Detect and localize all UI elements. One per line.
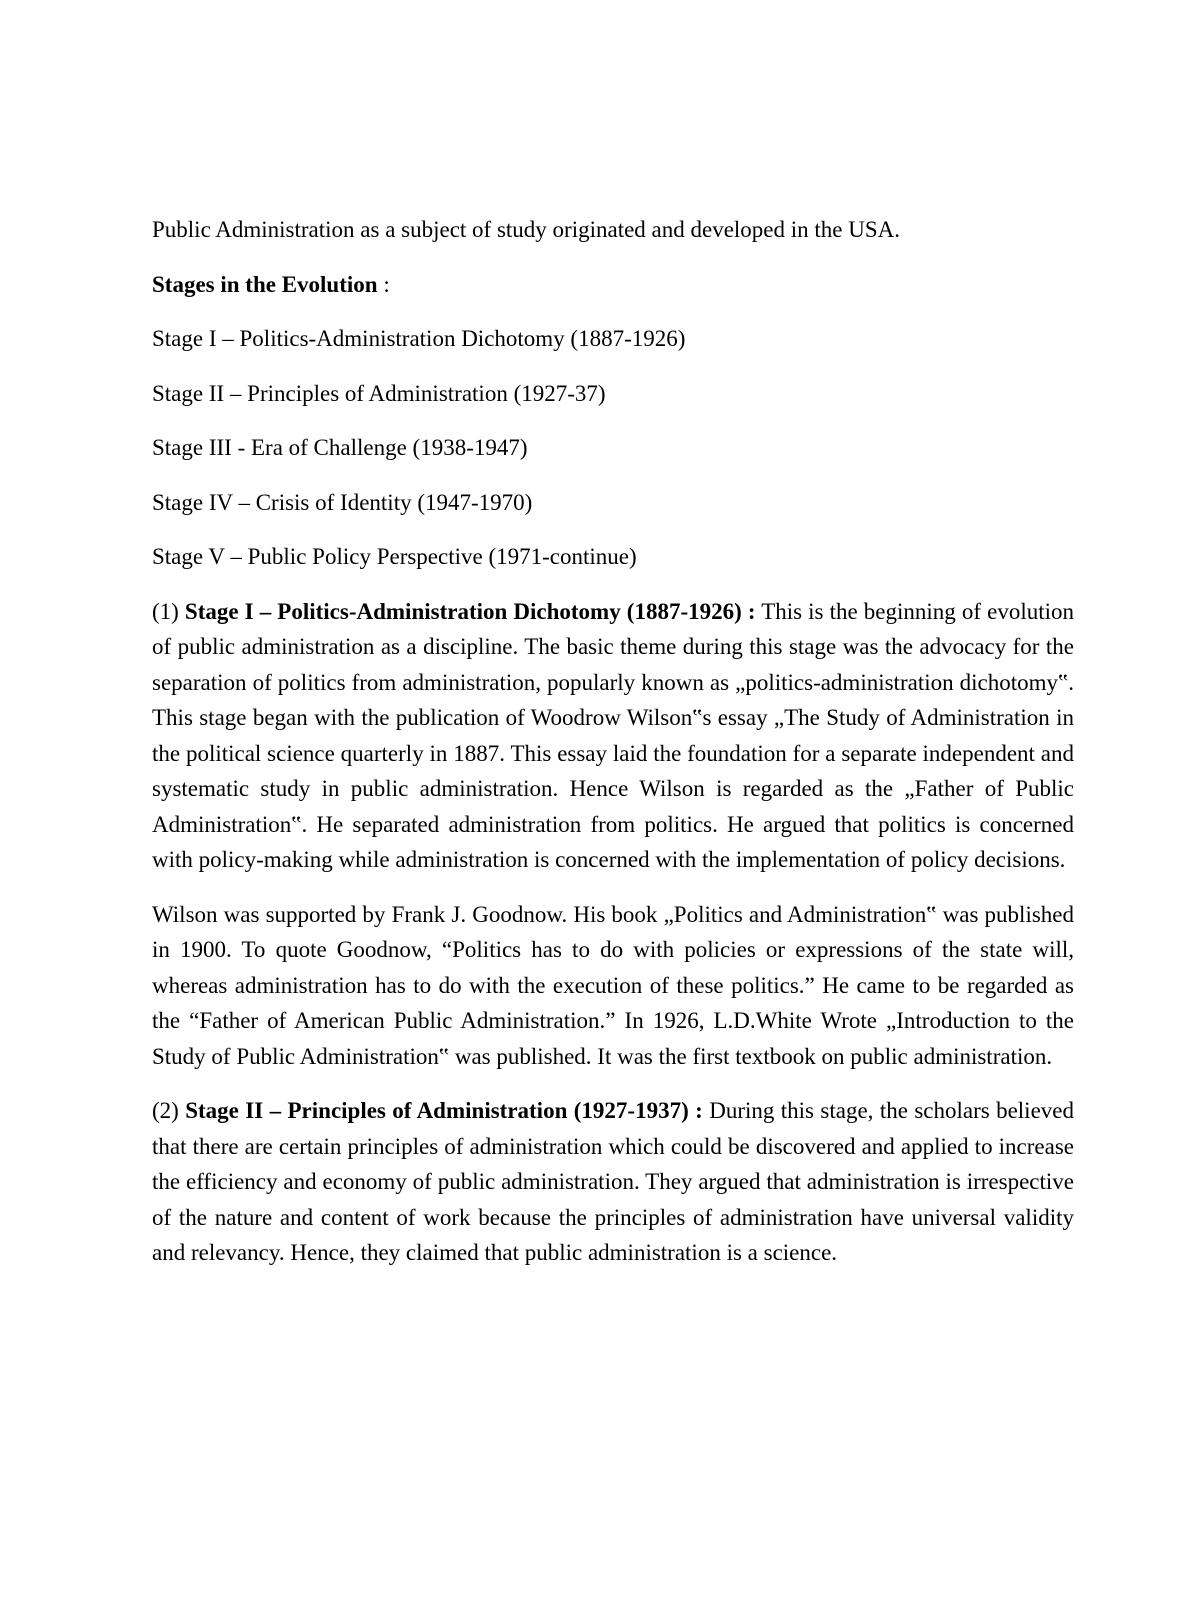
stage-item-text: Stage IV – Crisis of Identity (1947-1970) [152, 489, 533, 515]
goodnow-text: Wilson was supported by Frank J. Goodnow. His book „Politics and Administration‟ was published in 1900. To quote Goodnow, “Politics has to do with policies or expressions of the state will, whereas administration has to do with the execution of these politics.” He came to be regarded as the “Father of American Public Administration.” In 1926, L.D.White Wrote „Introduction to the Study of Public Administration‟ was published. It was the first textbook on public administration. [152, 901, 1074, 1069]
stage-item-3 [152, 430, 1074, 466]
intro-text [152, 212, 1074, 248]
stages-heading-label: Stages in the Evolution [152, 271, 378, 297]
stage-item-5 [152, 539, 1074, 575]
stage-item-4 [152, 485, 1074, 521]
goodnow-paragraph [152, 897, 1074, 1075]
stage-item-1 [152, 321, 1074, 357]
stage-item-text: Stage V – Public Policy Perspective (1971-continue) [152, 544, 637, 569]
document-page [152, 212, 1074, 1290]
section-2-body: During this stage, the scholars believed that there are certain principles of administration which could be discovered and applied to increase the efficiency and economy of public administration. They argued that administration is irrespective of the nature and content of work because the principles of administration have universal validity and relevancy. Hence, they claimed that public administration is a science. [152, 1098, 1074, 1265]
section-1-body: This is the beginning of evolution of public administration as a discipline. The basic theme during this stage was the advocacy for the separation of politics from administration, popularly known as „politics-administration dichotomy‟. This stage began with the publication of Woodrow Wilson‟s essay „The Study of Administration in the political science quarterly in 1887. This essay laid the foundation for a separate independent and systematic study in public administration. Hence Wilson is regarded as the „Father of Public Administration‟. He separated administration from politics. He argued that politics is concerned with policy-making while administration is concerned with the implementation of policy decisions. [152, 598, 1074, 872]
section-1-number: (1) [152, 598, 185, 624]
stage-item-text: Stage II – Principles of Administration (1927-37) [152, 380, 606, 406]
stages-heading [152, 267, 1074, 303]
stage-item-text: Stage III - Era of Challenge (1938-1947) [152, 435, 528, 460]
stage-item-text: Stage I – Politics-Administration Dichotomy (1887-1926) [152, 326, 686, 351]
stage-item-2 [152, 376, 1074, 412]
section-2-number: (2) [152, 1098, 186, 1123]
section-1-heading: Stage I – Politics-Administration Dichotomy (1887-1926) : [184, 598, 756, 624]
section-2-heading: Stage II – Principles of Administration (1927-1937) : [185, 1098, 703, 1123]
section-1-paragraph [152, 594, 1074, 878]
stages-heading-suffix: : [377, 271, 390, 297]
section-2-paragraph [152, 1093, 1074, 1271]
intro-sentence: Public Administration as a subject of study originated and developed in the USA. [152, 217, 901, 242]
